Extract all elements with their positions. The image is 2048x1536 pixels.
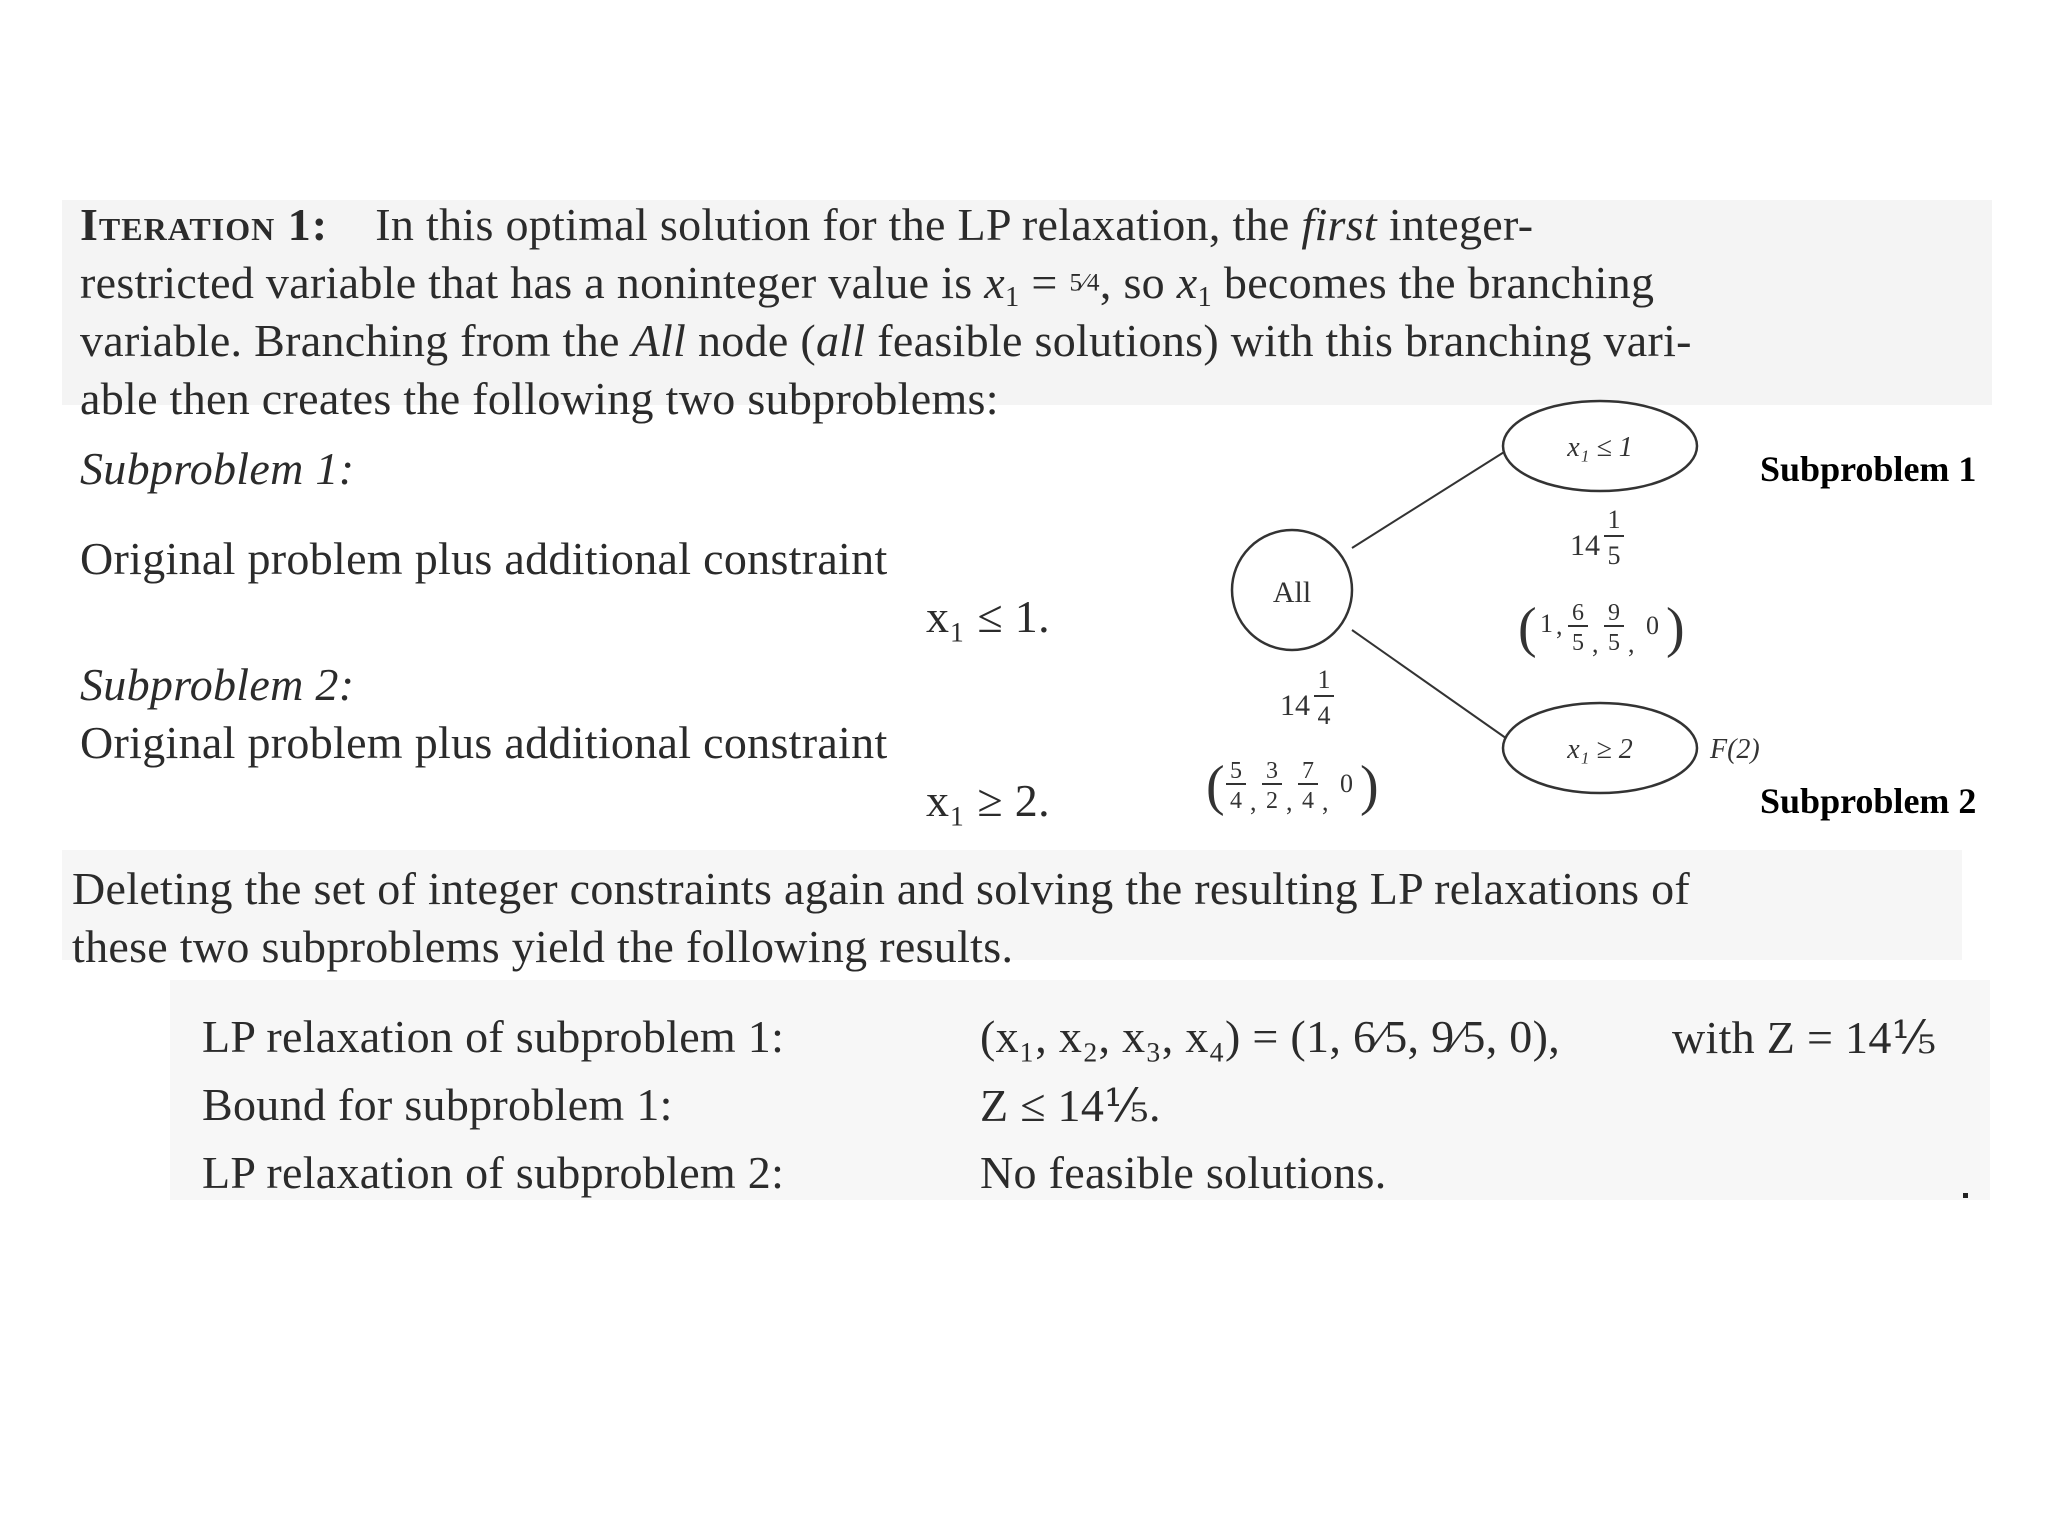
subproblem2-description: Original problem plus additional constraint xyxy=(80,717,888,768)
result3-label: LP relaxation of subproblem 2: xyxy=(202,1147,785,1198)
result1-label: LP relaxation of subproblem 1: xyxy=(202,1011,785,1062)
result2-label: Bound for subproblem 1: xyxy=(202,1079,673,1130)
root-bound-num: 1 xyxy=(1317,665,1331,694)
subproblem2-flag: F(2) xyxy=(1710,734,1760,765)
svg-text:,: , xyxy=(1286,787,1293,816)
svg-text:,: , xyxy=(1628,629,1635,658)
paragraph1-line2: restricted variable that has a noninteger value is $x_1$ = 5⁄4, so $x_1$ becomes the branching xyxy=(80,257,1655,313)
svg-text:): ) xyxy=(1666,597,1685,659)
result3-value: No feasible solutions. xyxy=(980,1147,1387,1198)
result2-value: Z ≤ 14⅕. xyxy=(980,1080,1161,1131)
result1-extra: with Z = 14⅕ xyxy=(1672,1012,1937,1063)
node1-bound-whole: 14 xyxy=(1570,529,1600,562)
tree-edge-1 xyxy=(1352,442,1520,548)
svg-text:,: , xyxy=(1556,611,1563,640)
paragraph2-line1: Deleting the set of integer constraints again and solving the resulting LP relaxations of xyxy=(72,863,1690,914)
svg-text:5: 5 xyxy=(1572,630,1584,656)
root-bound-den: 4 xyxy=(1317,701,1331,730)
svg-text:0: 0 xyxy=(1646,611,1659,640)
line2-equals: = xyxy=(1031,257,1058,308)
subproblem2-title: Subproblem 2: xyxy=(80,659,355,710)
svg-text:6: 6 xyxy=(1572,600,1584,626)
result1-value: (x₁, x₂, x₃, x₄) = (1, 6⁄5, 9⁄5, 0), xyxy=(980,1011,1561,1062)
svg-text:,: , xyxy=(1592,629,1599,658)
svg-text:): ) xyxy=(1360,755,1379,817)
line3-end: feasible solutions) with this branching vari- xyxy=(877,315,1692,366)
line2-variable: x xyxy=(984,257,1006,308)
svg-text:9: 9 xyxy=(1608,600,1620,626)
subproblem1-node-label: x₁ ≤ 1 xyxy=(1567,432,1633,463)
svg-text:(: ( xyxy=(1518,597,1537,659)
paragraph1-line4: able then creates the following two subproblems: xyxy=(80,373,999,424)
line2-fraction: 5⁄4 xyxy=(1069,268,1100,297)
line3-all2: all xyxy=(816,315,866,366)
line3-all: All xyxy=(631,315,687,366)
root-node-label: All xyxy=(1272,576,1312,609)
svg-text:4: 4 xyxy=(1302,788,1314,814)
node1-bound-den: 5 xyxy=(1607,541,1621,570)
line2-text: restricted variable that has a noninteger value is xyxy=(80,257,973,308)
svg-text:5: 5 xyxy=(1230,758,1242,784)
svg-text:,: , xyxy=(1250,787,1257,816)
iteration-heading: Iteration 1: xyxy=(80,199,329,250)
line3-mid: node ( xyxy=(697,315,816,366)
line1-end: integer- xyxy=(1388,199,1534,250)
subproblem1-constraint: x₁ ≤ 1. xyxy=(926,591,1050,642)
side-label-subproblem2: Subproblem 2 xyxy=(1760,781,1977,821)
line2-end: becomes the branching xyxy=(1223,257,1655,308)
paragraph2-line2: these two subproblems yield the following results. xyxy=(72,921,1014,972)
svg-text:3: 3 xyxy=(1266,758,1278,784)
svg-text:0: 0 xyxy=(1340,769,1353,798)
svg-text:2: 2 xyxy=(1266,788,1278,814)
subproblem2-node-label: x₁ ≥ 2 xyxy=(1567,734,1633,765)
side-label-subproblem1: Subproblem 1 xyxy=(1760,449,1977,489)
node1-bound-num: 1 xyxy=(1607,505,1621,534)
root-bound-whole: 14 xyxy=(1280,689,1310,722)
line3-text: variable. Branching from the xyxy=(80,315,620,366)
subproblem1-description: Original problem plus additional constraint xyxy=(80,533,888,584)
svg-text:(: ( xyxy=(1206,755,1225,817)
svg-text:,: , xyxy=(1322,787,1329,816)
svg-text:7: 7 xyxy=(1302,758,1314,784)
svg-text:4: 4 xyxy=(1230,788,1242,814)
line1-emphasis: first xyxy=(1301,199,1378,250)
scan-speck xyxy=(1963,1193,1968,1198)
node1-solution-1: 1 xyxy=(1540,609,1553,638)
subproblem2-constraint: x₁ ≥ 2. xyxy=(926,775,1050,826)
line2-mid: , so xyxy=(1099,257,1165,308)
line1-text: In this optimal solution for the LP relaxation, the xyxy=(375,199,1290,250)
subproblem1-title: Subproblem 1: xyxy=(80,443,355,494)
tree-edge-2 xyxy=(1352,630,1520,748)
svg-text:5: 5 xyxy=(1608,630,1620,656)
